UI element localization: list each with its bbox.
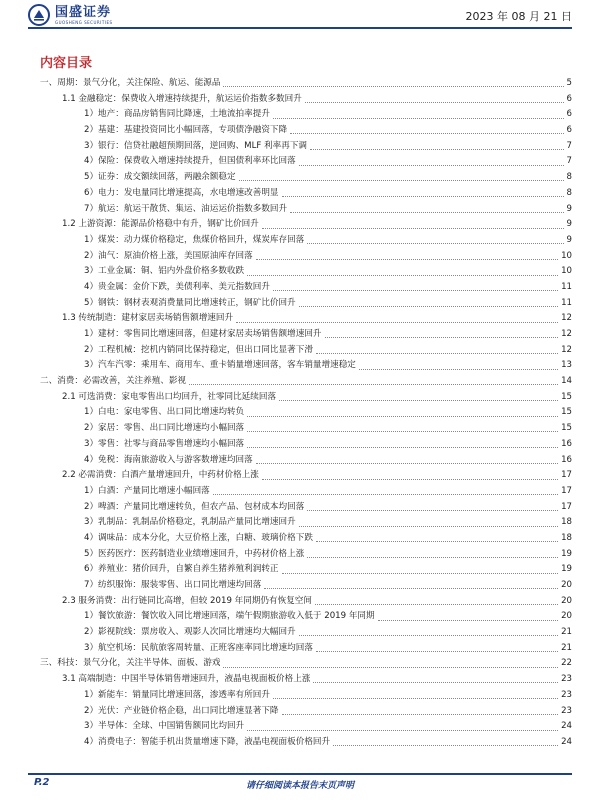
toc-leader-dots: [279, 394, 558, 401]
toc-entry[interactable]: [40, 249, 572, 265]
toc-entry[interactable]: [40, 123, 572, 139]
toc-entry-text: 1）餐饮旅游：餐饮收入同比增速回落，端午假期旅游收入低于 2019 年同期: [84, 611, 375, 622]
toc-leader-dots: [239, 174, 564, 181]
toc-entry[interactable]: [40, 562, 572, 578]
toc-page-number: 15: [561, 423, 572, 434]
toc-leader-dots: [290, 127, 563, 134]
toc-page-number: 16: [561, 454, 572, 465]
toc-leader-dots: [313, 676, 558, 683]
toc-entry[interactable]: [40, 154, 572, 170]
toc-page-number: 11: [561, 281, 572, 292]
toc-leader-dots: [247, 410, 558, 417]
toc-page-number: 10: [561, 250, 572, 261]
toc-entry[interactable]: [40, 468, 572, 484]
toc-entry[interactable]: [40, 421, 572, 437]
toc-entry[interactable]: [40, 217, 572, 233]
toc-entry[interactable]: [40, 233, 572, 249]
toc-leader-dots: [223, 80, 563, 87]
toc-entry-text: 1.2 上游资源：能源品价格稳中有升，钢矿比价回升: [62, 219, 259, 230]
toc-leader-dots: [307, 551, 558, 558]
toc-leader-dots: [307, 237, 563, 244]
toc-entry[interactable]: [40, 672, 572, 688]
toc-entry[interactable]: [40, 311, 572, 327]
toc-entry-text: 3）乳制品：乳制品价格稳定，乳制品产量同比增速回升: [84, 517, 296, 528]
toc-entry[interactable]: [40, 594, 572, 610]
toc-page-number: 12: [561, 344, 572, 355]
toc-page-number: 14: [561, 376, 572, 387]
toc-entry-text: 一、周期：景气分化，关注保险、航运、能源品: [40, 78, 221, 88]
toc-entry[interactable]: [40, 374, 572, 390]
page-header: [0, 0, 600, 30]
toc-entry[interactable]: [40, 735, 572, 751]
toc-entry-text: 5）证券：成交额续回落，两融余额稳定: [84, 172, 236, 183]
toc-leader-dots: [333, 739, 558, 746]
toc-page-number: 13: [561, 360, 572, 371]
toc-page-number: 20: [561, 595, 572, 606]
toc-entry[interactable]: [40, 656, 572, 672]
toc-entry[interactable]: [40, 92, 572, 108]
toc-page-number: 17: [561, 470, 572, 481]
table-of-contents: [40, 76, 572, 751]
toc-page-number: 7: [566, 140, 572, 151]
toc-entry[interactable]: [40, 688, 572, 704]
toc-page-number: 11: [561, 297, 572, 308]
brand-name-en: GUOSHENG SECURITIES: [55, 19, 113, 25]
toc-entry-text: 2.2 必需消费：白酒产量增速回升，中药材价格上涨: [62, 470, 259, 481]
toc-entry[interactable]: [40, 76, 572, 92]
toc-page-number: 21: [561, 627, 572, 638]
toc-leader-dots: [273, 284, 558, 291]
toc-leader-dots: [282, 190, 564, 197]
toc-leader-dots: [310, 143, 564, 150]
toc-entry[interactable]: [40, 453, 572, 469]
toc-entry-text: 4）免税：海南旅游收入与游客数增速均回落: [84, 454, 253, 465]
toc-entry[interactable]: [40, 107, 572, 123]
toc-leader-dots: [290, 206, 563, 213]
toc-entry-text: 2）油气：原油价格上涨，美国原油库存回落: [84, 250, 253, 261]
toc-page-number: 10: [561, 266, 572, 277]
toc-entry[interactable]: [40, 327, 572, 343]
toc-entry-text: 2）啤酒：产量同比增速转负，但农产品、包材成本均回落: [84, 501, 305, 512]
toc-leader-dots: [223, 661, 558, 668]
toc-leader-dots: [325, 331, 559, 338]
toc-entry[interactable]: [40, 500, 572, 516]
toc-entry-text: 1）白电：家电零售、出口同比增速均转负: [84, 407, 245, 418]
toc-leader-dots: [247, 724, 558, 731]
toc-page-number: 8: [566, 187, 572, 198]
toc-page-number: 22: [561, 658, 572, 669]
toc-leader-dots: [316, 347, 558, 354]
toc-page-number: 6: [566, 109, 572, 120]
toc-entry-text: 3）半导体：全球、中国销售额同比均回升: [84, 721, 245, 732]
toc-page-number: 21: [561, 642, 572, 653]
toc-entry-text: 4）调味品：成本分化，大豆价格上涨，白糖、玻璃价格下跌: [84, 532, 313, 543]
disclaimer-note: 请仔细阅读本报告末页声明: [245, 781, 354, 791]
toc-entry-text: 3）银行：信贷社融超预期回落，逆回购、MLF 利率再下调: [84, 140, 308, 151]
toc-leader-dots: [282, 567, 559, 574]
toc-page-number: 16: [561, 438, 572, 449]
toc-page-number: 23: [561, 705, 572, 716]
toc-page-number: 15: [561, 407, 572, 418]
toc-leader-dots: [264, 582, 558, 589]
toc-leader-dots: [299, 300, 558, 307]
toc-title: 内容目录: [40, 56, 93, 71]
toc-leader-dots: [305, 96, 564, 103]
toc-entry-text: 3）零售：社零与商品零售增速均小幅回落: [84, 438, 245, 449]
toc-entry[interactable]: [40, 405, 572, 421]
toc-leader-dots: [273, 112, 564, 119]
toc-entry-text: 1.1 金融稳定：保费收入增速持续提升，航运运价指数多数回升: [62, 93, 302, 104]
toc-entry[interactable]: [40, 390, 572, 406]
toc-page-number: 6: [566, 125, 572, 136]
toc-entry[interactable]: [40, 704, 572, 720]
toc-leader-dots: [299, 159, 564, 166]
brand-logo: [28, 4, 113, 26]
toc-entry-text: 2.3 服务消费：出行链同比高增，但较 2019 年同期仍有恢复空间: [62, 595, 312, 606]
toc-leader-dots: [256, 457, 558, 464]
toc-page-number: 19: [561, 564, 572, 575]
toc-entry[interactable]: [40, 609, 572, 625]
footer-divider: [28, 773, 572, 775]
toc-entry[interactable]: [40, 280, 572, 296]
toc-entry-text: 3）航空机场：民航旅客周转量、正班客座率同比增速均回落: [84, 642, 313, 653]
toc-page-number: 8: [566, 172, 572, 183]
toc-entry-text: 3.1 高端制造：中国半导体销售增速回升，液晶电视面板价格上涨: [62, 674, 311, 685]
toc-entry-text: 二、消费：必需改善，关注养殖、影视: [40, 376, 187, 387]
toc-entry-text: 1）白酒：产量同比增速小幅回落: [84, 485, 210, 496]
toc-entry[interactable]: [40, 296, 572, 312]
toc-entry-text: 2）光伏：产业链价格企稳，出口同比增速显著下降: [84, 705, 279, 716]
toc-leader-dots: [247, 425, 558, 432]
toc-page-number: 5: [566, 78, 572, 88]
toc-entry[interactable]: [40, 343, 572, 359]
toc-leader-dots: [247, 441, 558, 448]
toc-entry[interactable]: [40, 531, 572, 547]
toc-page-number: 24: [561, 721, 572, 732]
toc-entry[interactable]: [40, 186, 572, 202]
toc-entry-text: 4）保险：保费收入增速持续提升，但国债利率环比回落: [84, 156, 296, 167]
toc-page-number: 20: [561, 580, 572, 590]
toc-leader-dots: [359, 363, 558, 370]
toc-entry-text: 3）工业金属：铜、铝内外盘价格多数收跌: [84, 266, 245, 277]
toc-entry-text: 7）航运：航运干散货、集运、油运运价指数多数回升: [84, 203, 288, 214]
toc-entry[interactable]: [40, 139, 572, 155]
toc-leader-dots: [282, 708, 559, 715]
toc-entry[interactable]: [40, 547, 572, 563]
toc-page-number: 17: [561, 485, 572, 496]
toc-entry-text: 三、科技：景气分化，关注半导体、面板、游戏: [40, 658, 221, 669]
toc-leader-dots: [316, 645, 558, 652]
toc-entry-text: 6）电力：发电量同比增速提高，水电增速改善明显: [84, 187, 279, 198]
toc-leader-dots: [213, 488, 558, 495]
toc-entry-text: 5）钢铁：钢材表观消费量同比增速转正，钢矿比价回升: [84, 297, 296, 308]
toc-entry[interactable]: [40, 578, 572, 594]
toc-entry-text: 6）养殖业：猪价回升，自繁自养生猪养殖利润转正: [84, 564, 279, 575]
toc-leader-dots: [247, 269, 558, 276]
toc-entry-text: 3）汽车汽零：乘用车、商用车、重卡销量增速回落，客车销量增速稳定: [84, 360, 356, 371]
guosheng-logo-icon: [28, 4, 50, 26]
toc-leader-dots: [299, 520, 558, 527]
report-date: 2023 年 08 月 21 日: [465, 10, 572, 23]
toc-page-number: 15: [561, 391, 572, 402]
toc-leader-dots: [189, 378, 558, 385]
toc-page-number: 23: [561, 674, 572, 685]
toc-leader-dots: [299, 629, 558, 636]
toc-entry-text: 1）地产：商品房销售同比降速，土地流拍率提升: [84, 109, 270, 120]
toc-page-number: 6: [566, 93, 572, 104]
toc-leader-dots: [273, 692, 558, 699]
toc-leader-dots: [256, 253, 558, 260]
toc-entry[interactable]: [40, 202, 572, 218]
toc-entry-text: 1.3 传统制造：建材家居卖场销售额增速回升: [62, 313, 234, 324]
toc-page-number: 23: [561, 689, 572, 700]
toc-entry-text: 4）贵金属：金价下跌，美债利率、美元指数回升: [84, 281, 270, 292]
toc-page-number: 9: [566, 219, 572, 230]
page-number: P.2: [34, 777, 50, 788]
toc-entry-text: 2）家居：零售、出口同比增速均小幅回落: [84, 423, 245, 434]
toc-entry-text: 2）工程机械：挖机内销同比保持稳定，但出口同比显著下滑: [84, 344, 313, 355]
toc-entry[interactable]: [40, 358, 572, 374]
toc-page-number: 20: [561, 611, 572, 622]
toc-entry[interactable]: [40, 264, 572, 280]
toc-leader-dots: [262, 222, 564, 229]
toc-entry-text: 2.1 可选消费：家电零售出口均回升，社零同比延续回落: [62, 391, 277, 402]
toc-entry-text: 4）消费电子：智能手机出货量增速下降，液晶电视面板价格回升: [84, 736, 331, 747]
toc-entry-text: 1）建材：零售同比增速回落，但建材家居卖场销售额增速回升: [84, 329, 322, 339]
toc-entry[interactable]: [40, 437, 572, 453]
toc-page-number: 12: [561, 329, 572, 339]
toc-entry[interactable]: [40, 170, 572, 186]
toc-page-number: 18: [561, 532, 572, 543]
toc-page-number: 12: [561, 313, 572, 324]
toc-page-number: 17: [561, 501, 572, 512]
toc-leader-dots: [307, 504, 558, 511]
toc-leader-dots: [315, 598, 558, 605]
toc-entry-text: 2）基建：基建投资同比小幅回落，专项债净融资下降: [84, 125, 288, 136]
toc-entry[interactable]: [40, 484, 572, 500]
toc-page-number: 7: [566, 156, 572, 167]
toc-entry-text: 1）煤炭：动力煤价格稳定，焦煤价格回升，煤炭库存回落: [84, 234, 305, 245]
toc-entry-text: 2）影视院线：票房收入、观影人次同比增速均大幅回升: [84, 627, 296, 638]
toc-page-number: 9: [566, 203, 572, 214]
toc-entry[interactable]: [40, 719, 572, 735]
toc-entry-text: 1）新能车：销量同比增速回落，渗透率有所回升: [84, 689, 270, 700]
toc-page-number: 24: [561, 736, 572, 747]
toc-leader-dots: [316, 535, 558, 542]
toc-entry[interactable]: [40, 515, 572, 531]
toc-page-number: 18: [561, 517, 572, 528]
toc-entry-text: 5）医药医疗：医药制造业业绩增速回升，中药材价格上涨: [84, 548, 305, 559]
toc-leader-dots: [236, 316, 558, 323]
toc-leader-dots: [262, 473, 558, 480]
toc-page-number: 19: [561, 548, 572, 559]
brand-name: 国盛证券: [55, 4, 112, 20]
toc-leader-dots: [378, 614, 558, 621]
toc-entry[interactable]: [40, 625, 572, 641]
header-divider: [28, 27, 572, 29]
toc-entry[interactable]: [40, 641, 572, 657]
toc-entry-text: 7）纺织服饰：服装零售、出口同比增速均回落: [84, 580, 262, 590]
toc-page-number: 9: [566, 234, 572, 245]
